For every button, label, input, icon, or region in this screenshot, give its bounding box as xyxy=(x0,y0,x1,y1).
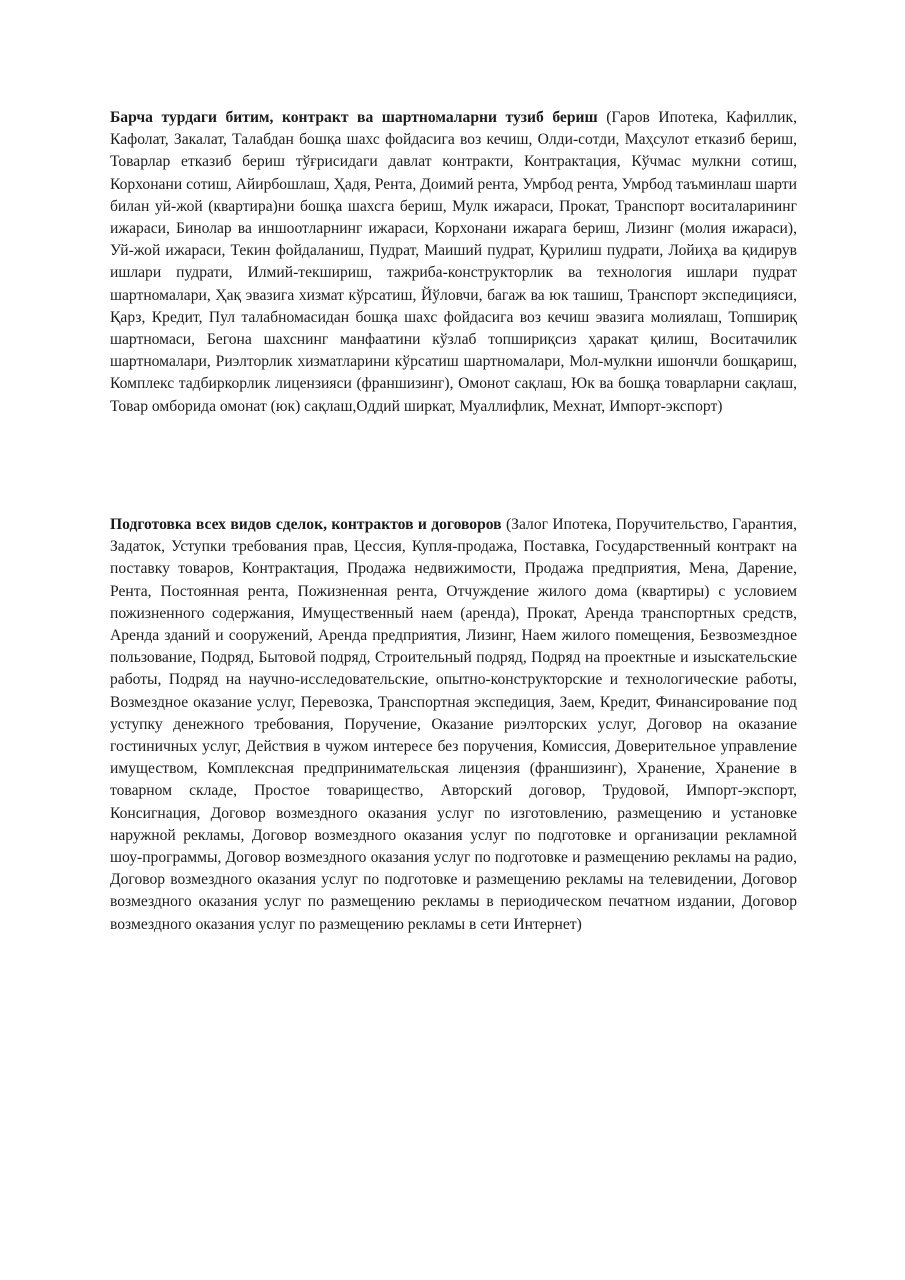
section-heading-russian: Подготовка всех видов сделок, контрактов и договоров xyxy=(110,516,502,533)
section-body-russian: (Залог Ипотека, Поручительство, Гарантия, Задаток, Уступки требования прав, Цессия, Купля-продажа, Поставка, Государственный контракт на поставку товаров, Контрактация, Продажа недвижимости, Продажа предприятия, Мена, Дарение, Рента, Постоянная рента, Пожизненная рента, Отчуждение жилого дома (квартиры) с условием пожизненного содержания, Имущественный наем (аренда), Прокат, Аренда транспортных средств, Аренда зданий и сооружений, Аренда предприятия, Лизинг, Наем жилого помещения, Безвозмездное пользование, Подряд, Бытовой подряд, Строительный подряд, Подряд на проектные и изыскательские работы, Подряд на научно-исследовательские, опытно-конструкторские и технологические работы, Возмездное оказание услуг, Перевозка, Транспортная экспедиция, Заем, Кредит, Финансирование под уступку денежного требования, Поручение, Оказание риэлторских услуг, Договор на оказание гостиничных услуг, Действия в чужом интересе без поручения, Комиссия, Доверительное управление имуществом, Комплексная предпринимательская лицензия (франшизинг), Хранение, Хранение в товарном складе, Простое товарищество, Авторский договор, Трудовой, Импорт-экспорт, Консигнация, Договор возмездного оказания услуг по изготовлению, размещению и установке наружной рекламы, Договор возмездного оказания услуг по подготовке и организации рекламной шоу-программы, Договор возмездного оказания услуг по подготовке и размещению рекламы на радио, Договор возмездного оказания услуг по подготовке и размещению рекламы на телевидении, Договор возмездного оказания услуг по размещению рекламы в периодическом печатном издании, Договор возмездного оказания услуг по размещению рекламы в сети Интернет) xyxy=(110,516,797,933)
services-paragraph-uzbek xyxy=(110,107,797,418)
section-body-uzbek: (Гаров Ипотека, Кафиллик, Кафолат, Закалат, Талабдан бошқа шахс фойдасига воз кечиш, Олди-сотди, Маҳсулот етказиб бериш, Товарлар етказиб бериш тўғрисидаги давлат контракти, Контрактация, Кўчмас мулкни сотиш, Корхонани сотиш, Айирбошлаш, Ҳадя, Рента, Доимий рента, Умрбод рента, Умрбод таъминлаш шарти билан уй-жой (квартира)ни бошқа шахсга бериш, Мулк ижараси, Прокат, Транспорт воситаларининг ижараси, Бинолар ва иншоотларнинг ижараси, Корхонани ижарага бериш, Лизинг (молия ижараси), Уй-жой ижараси, Текин фойдаланиш, Пудрат, Маиший пудрат, Қурилиш пудрати, Лойиҳа ва қидирув ишлари пудрати, Илмий-текшириш, тажриба-конструкторлик ва технология ишлари пудрат шартномалари, Ҳақ эвазига хизмат кўрсатиш, Йўловчи, багаж ва юк ташиш, Транспорт экспедицияси, Қарз, Кредит, Пул талабномасидан бошқа шахс фойдасига воз кечиш эвазига молиялаш, Топшириқ шартномаси, Бегона шахснинг манфаатини кўзлаб топшириқсиз ҳаракат қилиш, Воситачилик шартномалари, Риэлторлик хизматларини кўрсатиш шартномалари, Мол-мулкни ишончли бошқариш, Комплекс тадбиркорлик лицензияси (франшизинг), Омонот сақлаш, Юк ва бошқа товарларни сақлаш, Товар омборида омонат (юк) сақлаш,Оддий ширкат, Муаллифлик, Мехнат, Импорт-экспорт) xyxy=(110,109,797,415)
services-paragraph-russian xyxy=(110,514,797,936)
section-heading-uzbek: Барча турдаги битим, контракт ва шартномаларни тузиб бериш xyxy=(110,109,598,126)
